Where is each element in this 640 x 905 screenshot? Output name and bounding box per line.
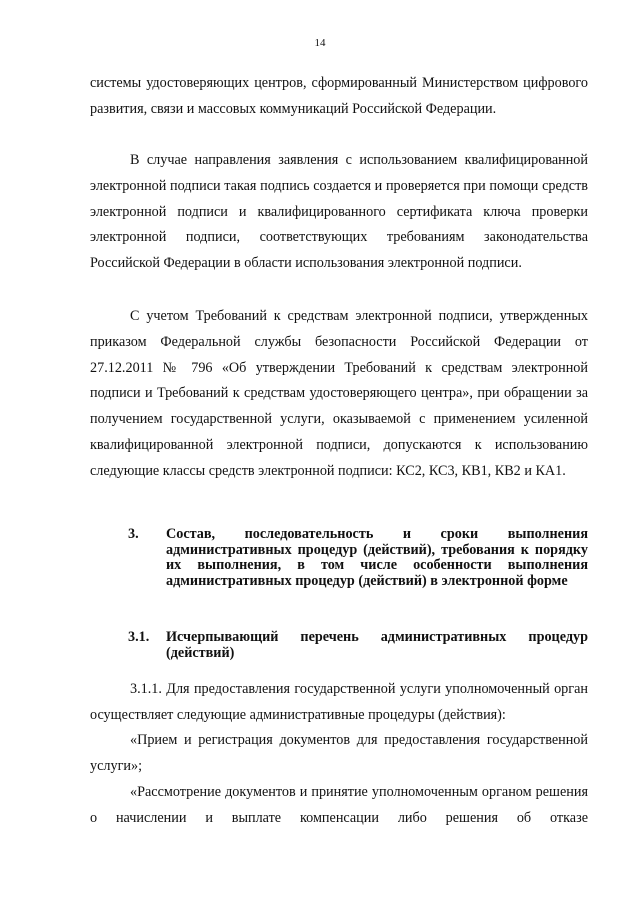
paragraph-4: 3.1.1. Для предоставления государственной услуги уполномоченный орган осуществляет следующие административные процедуры (действия): <box>90 681 588 723</box>
paragraph-5-container <box>90 728 588 780</box>
section-3-title: Состав, последовательность и сроки выполнения административных процедур (действий), требования к порядку их выполнения, в том числе особенности выполнения административных процедур (действий) в электронной форме <box>166 526 588 589</box>
paragraph-3-container <box>90 304 588 485</box>
section-3-1-number: 3.1. <box>128 629 150 645</box>
paragraph-6-container <box>90 780 588 857</box>
paragraph-1-container <box>90 71 588 123</box>
section-3-1-title: Исчерпывающий перечень административных процедур (действий) <box>166 629 588 661</box>
section-3-number: 3. <box>128 526 139 542</box>
section-3-heading <box>90 527 588 589</box>
paragraph-4-container <box>90 677 588 729</box>
paragraph-6: «Рассмотрение документов и принятие уполномоченным органом решения о начислении и выплате компенсации либо решения об отказе <box>90 784 588 826</box>
paragraph-3: С учетом Требований к средствам электронной подписи, утвержденных приказом Федеральной службы безопасности Российской Федерации от 27.12.2011 № 796 «Об утверждении Требований к средствам электронной подписи и Требований к средствам удостоверяющего центра», при обращении за получением государственной услуги, оказываемой с применением усиленной квалифицированной электронной подписи, допускаются к использованию следующие классы средств электронной подписи: КС2, КС3, КВ1, КВ2 и КА1. <box>90 308 588 479</box>
paragraph-2-container <box>90 148 588 277</box>
paragraph-1: системы удостоверяющих центров, сформированный Министерством цифрового развития, связи и массовых коммуникаций Российской Федерации. <box>90 75 588 117</box>
paragraph-5: «Прием и регистрация документов для предоставления государственной услуги»; <box>90 732 588 774</box>
page-number: 14 <box>314 37 326 49</box>
paragraph-2: В случае направления заявления с использованием квалифицированной электронной подписи такая подпись создается и проверяется при помощи средств электронной подписи и квалифицированного сертификата ключа проверки электронной подписи, соответствующих требованиям законодательства Российской Федерации в области использования электронной подписи. <box>90 152 588 272</box>
section-3-1-heading <box>90 630 588 661</box>
